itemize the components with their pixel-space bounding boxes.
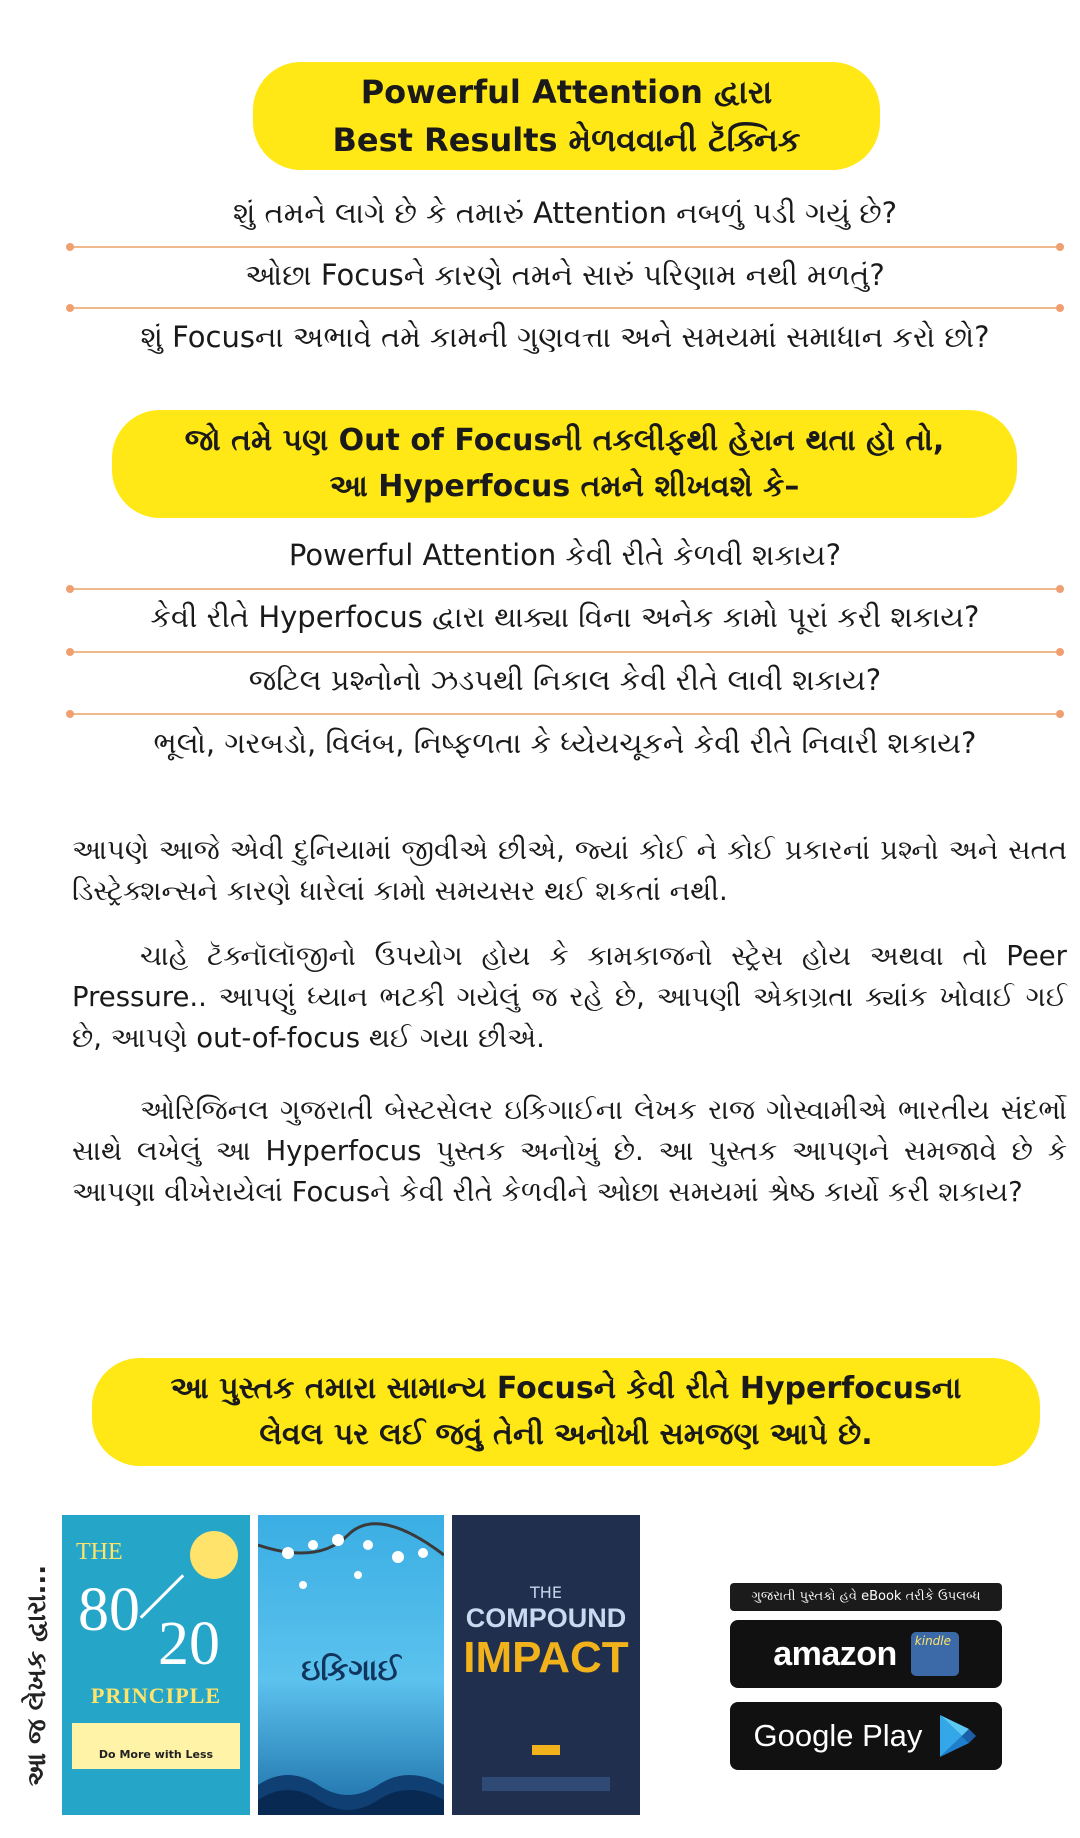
amazon-label: amazon bbox=[773, 1634, 897, 1673]
book3-impact: IMPACT bbox=[463, 1633, 629, 1682]
book3-bottom-band bbox=[482, 1777, 610, 1791]
book-ikigai[interactable] bbox=[258, 1515, 444, 1815]
book1-80: 80 bbox=[78, 1576, 140, 1644]
divider bbox=[70, 588, 1060, 590]
same-author-label-text: આ જ લેખક દ્વારા... bbox=[22, 1564, 53, 1786]
out-of-focus-banner bbox=[112, 410, 1017, 518]
google-play-button[interactable] bbox=[730, 1702, 1002, 1770]
header-line-1: Powerful Attention દ્વારા bbox=[360, 73, 773, 111]
learning-point-4: ભૂલો, ગરબડો, વિલંબ, નિષ્ફળતા કે ધ્યેયચૂકને કેવી રીતે નિવારી શકાય? bbox=[153, 726, 977, 760]
question-2: ઓછા Focusને કારણે તમને સારું પરિણામ નથી મળતું? bbox=[245, 258, 885, 292]
body-paragraph-3 bbox=[72, 1090, 1067, 1213]
ebook-availability-tag: ગુજરાતી પુસ્તકો હવે eBook તરીકે ઉપલબ્ધ bbox=[730, 1583, 1002, 1611]
hyperfocus-line-2: લેવલ પર લઈ જવું તેની અનોખી સમજણ આપે છે. bbox=[259, 1417, 873, 1452]
kindle-icon bbox=[911, 1632, 959, 1676]
header-banner bbox=[253, 62, 880, 170]
book2-title: ઇકિગાઈ bbox=[301, 1653, 401, 1688]
book-compound-impact[interactable] bbox=[452, 1515, 640, 1815]
learning-point-2: કેવી રીતે Hyperfocus દ્વારા થાક્યા વિના અનેક કામો પૂરાં કરી શકાય? bbox=[150, 600, 980, 634]
header-line-2: Best Results મેળવવાની ટૅક્નિક bbox=[332, 121, 801, 159]
book1-the: THE bbox=[76, 1539, 123, 1565]
body-paragraph-1-text: આપણે આજે એવી દુનિયામાં જીવીએ છીએ, જ્યાં કોઈ ને કોઈ પ્રકારનાં પ્રશ્નો અને સતત ડિસ્ટ્રેક્શન્સને કારણે ધારેલાં કામો સમયસર થઈ શકતાં નથી. bbox=[72, 834, 1067, 907]
question-3: શું Focusના અભાવે તમે કામની ગુણવત્તા અને સમયમાં સમાધાન કરો છો? bbox=[140, 320, 990, 354]
book3-accent-bar bbox=[532, 1745, 560, 1755]
wave-illustration bbox=[258, 1755, 444, 1815]
question-1: શું તમને લાગે છે કે તમારું Attention નબળું પડી ગયું છે? bbox=[232, 196, 898, 230]
book1-tagline: Do More with Less bbox=[98, 1748, 214, 1761]
hyperfocus-banner bbox=[92, 1358, 1040, 1466]
learning-point-1: Powerful Attention કેવી રીતે કેળવી શકાય? bbox=[288, 538, 842, 572]
body-paragraph-1 bbox=[72, 830, 1067, 912]
same-author-label bbox=[18, 1520, 58, 1830]
book3-compound: COMPOUND bbox=[465, 1603, 627, 1633]
out-of-focus-line-2: આ Hyperfocus તમને શીખવશે કે– bbox=[329, 469, 800, 504]
divider bbox=[70, 307, 1060, 309]
badge-icon bbox=[190, 1531, 238, 1579]
divider bbox=[70, 713, 1060, 715]
cherry-blossom-icon bbox=[258, 1515, 444, 1635]
body-paragraph-3-text: ઓરિજિનલ ગુજરાતી બેસ્ટસેલર ઇકિગાઈના લેખક રાજ ગોસ્વામીએ ભારતીય સંદર્ભો સાથે લખેલું આ Hyperfocus પુસ્તક અનોખું છે. આ પુસ્તક આપણને સમજાવે છે કે આપણા વીખેરાયેલાં Focusને કેવી રીતે કેળવીને ઓછા સમયમાં શ્રેષ્ઠ કાર્યો કરી શકાય? bbox=[72, 1094, 1067, 1208]
amazon-kindle-button[interactable] bbox=[730, 1620, 1002, 1688]
book-80-20-principle[interactable] bbox=[62, 1515, 250, 1815]
book3-the: THE bbox=[530, 1583, 562, 1602]
divider bbox=[70, 246, 1060, 248]
google-play-label: Google Play bbox=[753, 1718, 923, 1753]
body-paragraph-2 bbox=[72, 936, 1067, 1059]
google-play-icon bbox=[936, 1713, 978, 1759]
kindle-label: kindle bbox=[914, 1634, 952, 1648]
out-of-focus-line-1: જો તમે પણ Out of Focusની તકલીફથી હેરાન થતા હો તો, bbox=[184, 423, 945, 458]
divider bbox=[70, 651, 1060, 653]
body-paragraph-2-text: ચાહે ટૅક્નૉલૉજીનો ઉપયોગ હોય કે કામકાજનો સ્ટ્રેસ હોય અથવા તો Peer Pressure.. આપણું ધ્યાન ભટકી ગયેલું જ રહે છે, આપણી એકાગ્રતા ક્યાંક ખોવાઈ ગઈ છે, આપણે out-of-focus થઈ ગયા છીએ. bbox=[72, 940, 1067, 1054]
book1-20: 20 bbox=[158, 1610, 220, 1678]
book1-strip bbox=[72, 1723, 240, 1769]
learning-point-3: જટિલ પ્રશ્નોનો ઝડપથી નિકાલ કેવી રીતે લાવી શકાય? bbox=[248, 663, 882, 697]
hyperfocus-line-1: આ પુસ્તક તમારા સામાન્ય Focusને કેવી રીતે Hyperfocusના bbox=[170, 1371, 962, 1406]
book1-principle: PRINCIPLE bbox=[90, 1683, 221, 1708]
